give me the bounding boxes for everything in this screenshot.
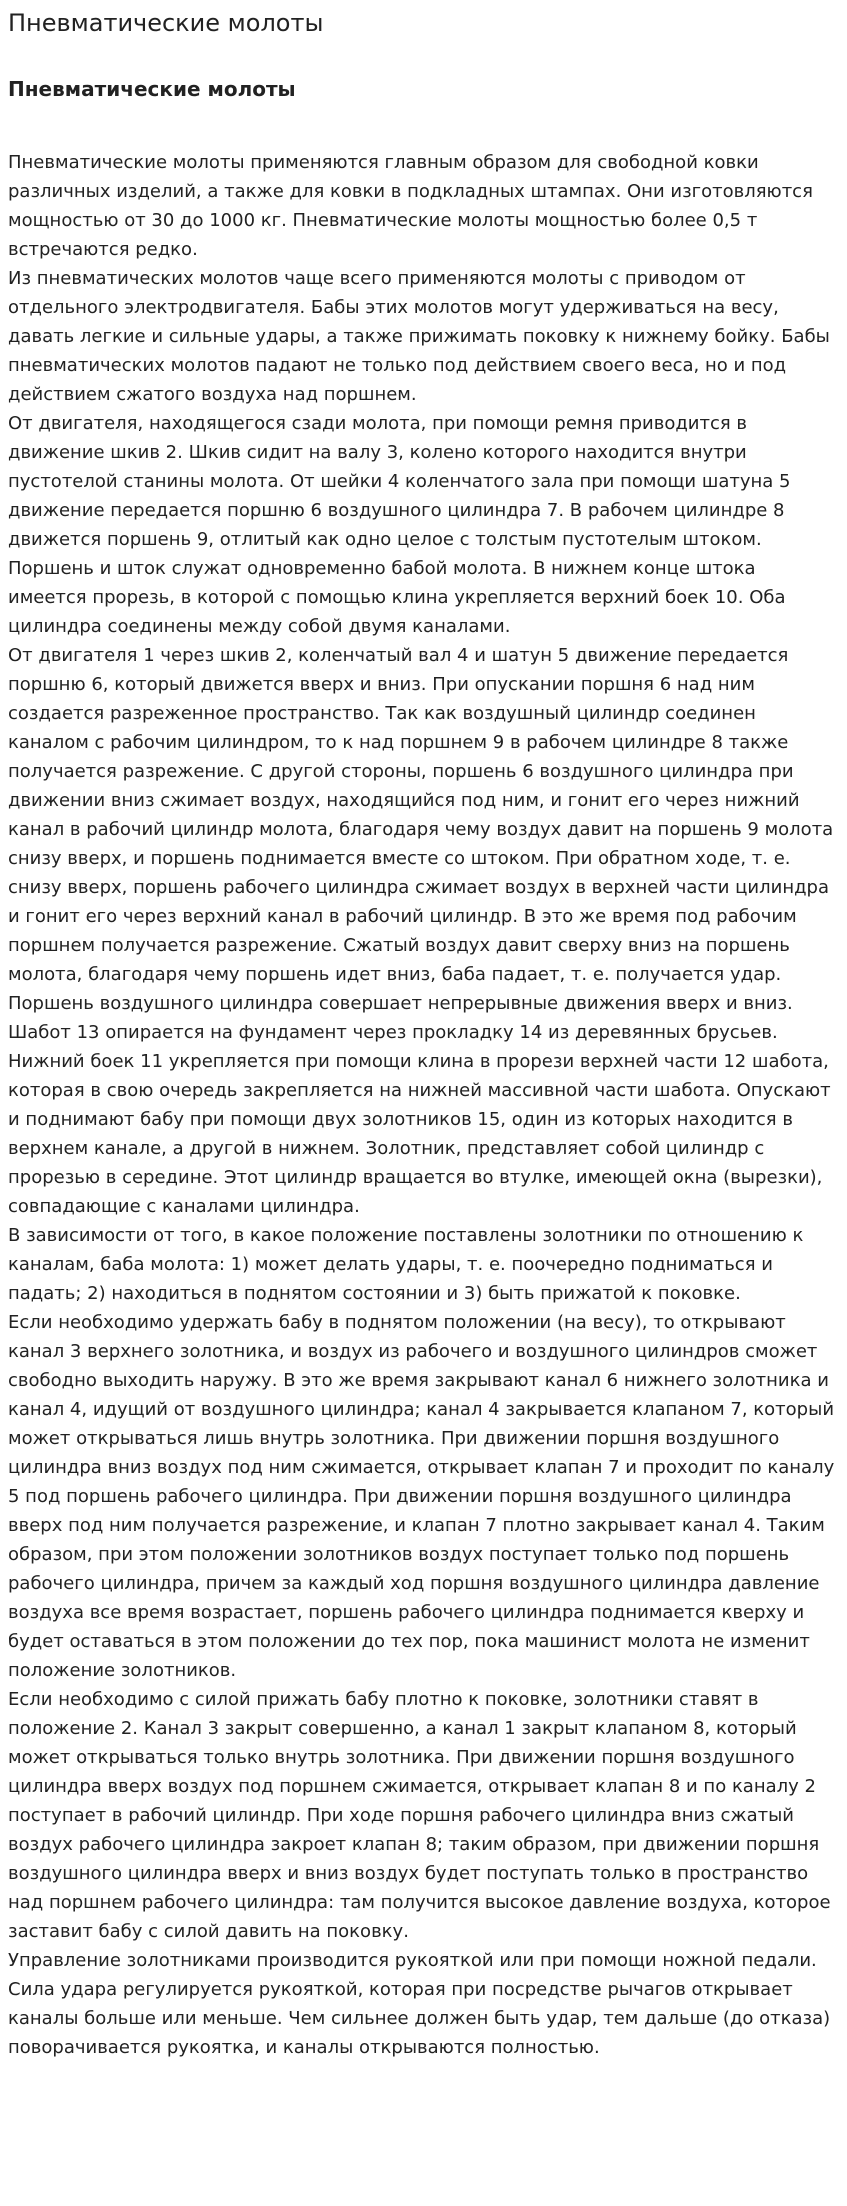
paragraph: Шабот 13 опирается на фундамент через прокладку 14 из деревянных брусьев. Нижний боек 11 укрепляется при помощи клина в прорези верхней части 12 шабота, которая в свою очередь закрепляется на нижней массивной части шабота. Опускают и поднимают бабу при помощи двух золотников 15, один из которых находится в верхнем канале, а другой в нижнем. Золотник, представляет собой цилиндр с прорезью в середине. Этот цилиндр вращается во втулке, имеющей окна (вырезки), совпадающие с каналами цилиндра. bbox=[8, 1022, 831, 1217]
paragraph: Из пневматических молотов чаще всего применяются молоты с приводом от отдельного электродвигателя. Бабы этих молотов могут удерживаться на весу, давать легкие и сильные удары, а также прижимать поковку к нижнему бойку. Бабы пневматических молотов падают не только под действием своего веса, но и под действием сжатого воздуха над поршнем. bbox=[8, 268, 830, 405]
paragraph: Управление золотниками производится рукояткой или при помощи ножной педали. Сила удара регулируется рукояткой, которая при посредстве рычагов открывает каналы больше или меньше. Чем сильнее должен быть удар, тем дальше (до отказа) поворачивается рукоятка, и каналы открываются полностью. bbox=[8, 1950, 831, 2058]
paragraph: От двигателя, находящегося сзади молота, при помощи ремня приводится в движение шкив 2. Шкив сидит на валу 3, колено которого находится внутри пустотелой станины молота. От шейки 4 коленчатого зала при помощи шатуна 5 движение передается поршню 6 воздушного цилиндра 7. В рабочем цилиндре 8 движется поршень 9, отлитый как одно целое с толстым пустотелым штоком. Поршень и шток служат одновременно бабой молота. В нижнем конце штока имеется прорезь, в которой с помощью клина укрепляется верхний боек 10. Оба цилиндра соединены между собой двумя каналами. bbox=[8, 413, 791, 637]
paragraph: В зависимости от того, в какое положение поставлены золотники по отношению к каналам, баба молота: 1) может делать удары, т. е. поочередно подниматься и падать; 2) находиться в поднятом состоянии и 3) быть прижатой к поковке. bbox=[8, 1225, 804, 1304]
paragraph: Если необходимо удержать бабу в поднятом положении (на весу), то открывают канал 3 верхнего золотника, и воздух из рабочего и воздушного цилиндров сможет свободно выходить наружу. В это же время закрывают канал 6 нижнего золотника и канал 4, идущий от воздушного цилиндра; канал 4 закрывается клапаном 7, который может открываться лишь внутрь золотника. При движении поршня воздушного цилиндра вниз воздух под ним сжимается, открывает клапан 7 и проходит по каналу 5 под поршень рабочего цилиндра. При движении поршня воздушного цилиндра вверх под ним получается разрежение, и клапан 7 плотно закрывает канал 4. Таким образом, при этом положении золотников воздух поступает только под поршень рабочего цилиндра, причем за каждый ход поршня воздушного цилиндра давление воздуха все время возрастает, поршень рабочего цилиндра поднимается кверху и будет оставаться в этом положении до тех пор, пока машинист молота не изменит положение золотников. bbox=[8, 1312, 835, 1681]
page-title: Пневматические молоты bbox=[8, 9, 324, 37]
paragraph: От двигателя 1 через шкив 2, коленчатый вал 4 и шатун 5 движение передается поршню 6, который движется вверх и вниз. При опускании поршня 6 над ним создается разреженное пространство. Так как воздушный цилиндр соединен каналом с рабочим цилиндром, то к над поршнем 9 в рабочем цилиндре 8 также получается разрежение. С другой стороны, поршень 6 воздушного цилиндра при движении вниз сжимает воздух, находящийся под ним, и гонит его через нижний канал в рабочий цилиндр молота, благодаря чему воздух давит на поршень 9 молота снизу вверх, и поршень поднимается вместе со штоком. При обратном ходе, т. е. снизу вверх, поршень рабочего цилиндра сжимает воздух в верхней части цилиндра и гонит его через верхний канал в рабочий цилиндр. В это же время под рабочим поршнем получается разрежение. Сжатый воздух давит сверху вниз на поршень молота, благодаря чему поршень идет вниз, баба падает, т. е. получается удар. Поршень воздушного цилиндра совершает непрерывные движения вверх и вниз. bbox=[8, 645, 834, 1014]
paragraph: Пневматические молоты применяются главным образом для свободной ковки различных изделий, а также для ковки в подкладных штампах. Они изготовляются мощностью от 30 до 1000 кг. Пневматические молоты мощностью более 0,5 т встречаются редко. bbox=[8, 152, 813, 260]
article-heading: Пневматические молоты bbox=[8, 77, 296, 101]
paragraph: Если необходимо с силой прижать бабу плотно к поковке, золотники ставят в положение 2. Канал 3 закрыт совершенно, а канал 1 закрыт клапаном 8, который может открываться только внутрь золотника. При движении поршня воздушного цилиндра вверх воздух под поршнем сжимается, открывает клапан 8 и по каналу 2 поступает в рабочий цилиндр. При ходе поршня рабочего цилиндра вниз сжатый воздух рабочего цилиндра закроет клапан 8; таким образом, при движении поршня воздушного цилиндра вверх и вниз воздух будет поступать только в пространство над поршнем рабочего цилиндра: там получится высокое давление воздуха, которое заставит бабу с силой давить на поковку. bbox=[8, 1689, 831, 1942]
article-body bbox=[8, 148, 837, 2062]
